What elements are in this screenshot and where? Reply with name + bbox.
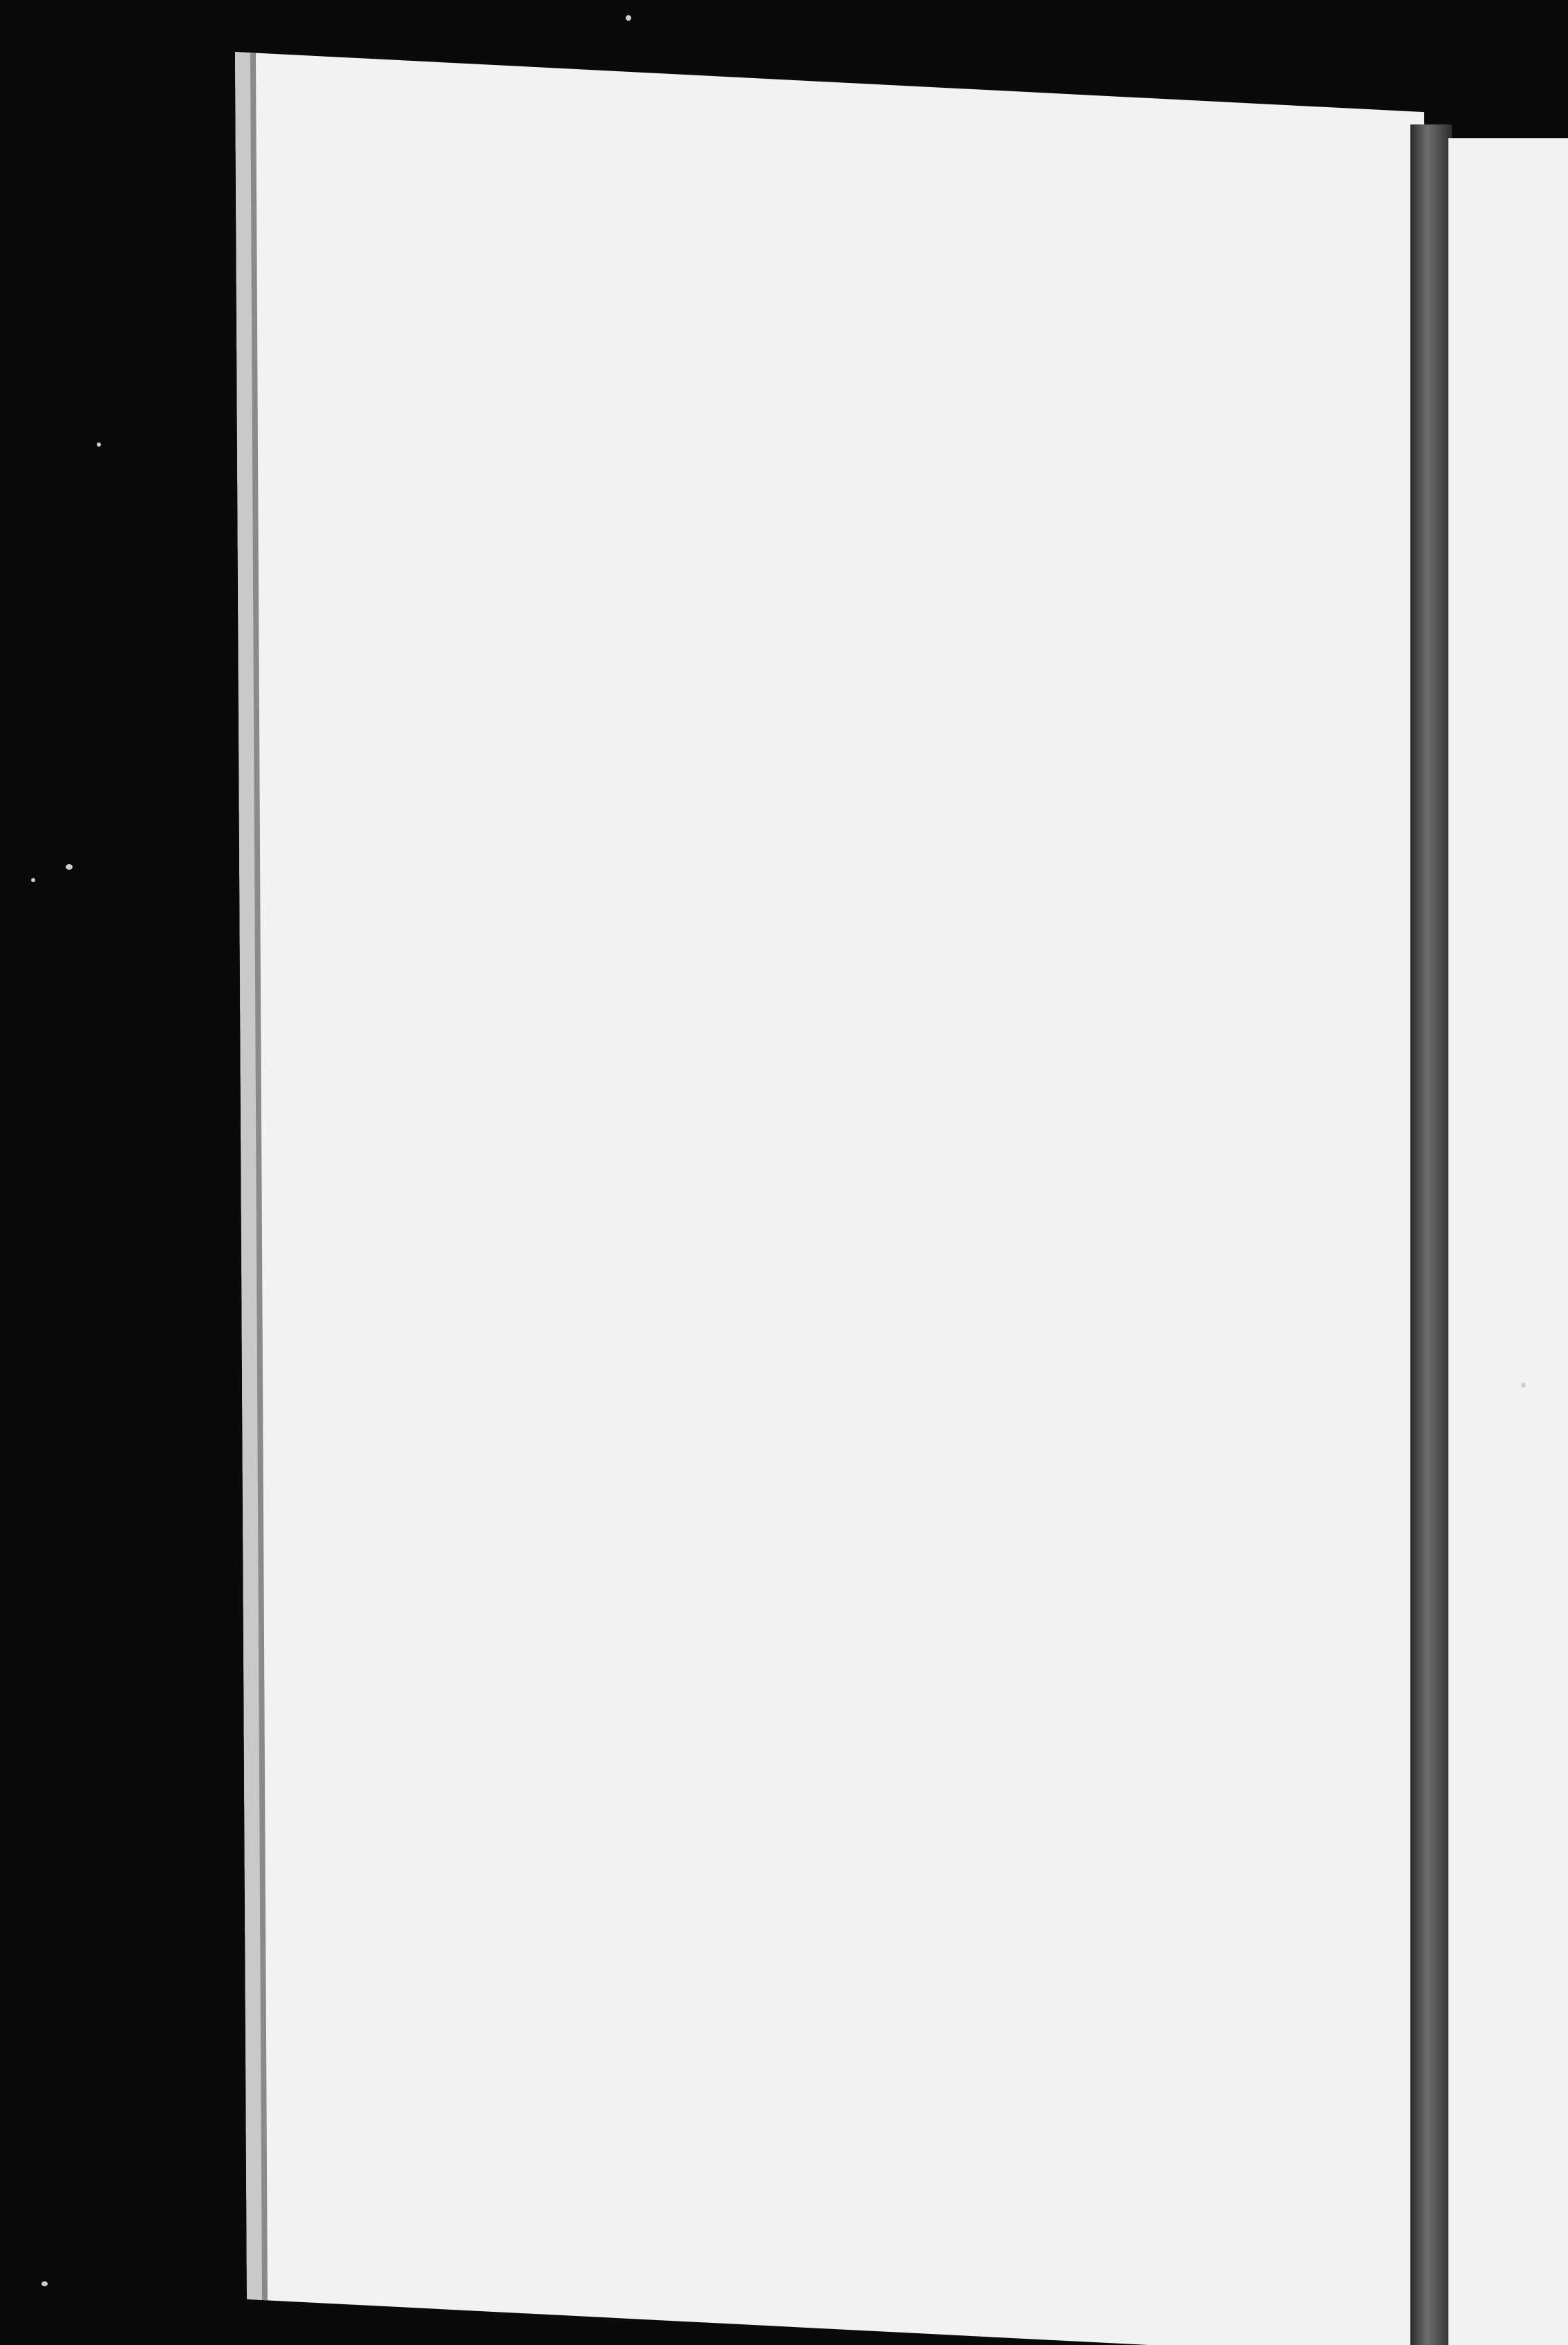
facing-page <box>1448 138 1568 2345</box>
book-gutter <box>1410 124 1452 2345</box>
page-content <box>368 287 1280 333</box>
body-text <box>369 557 1358 606</box>
paragraph <box>369 557 1358 606</box>
left-page <box>235 52 1436 2345</box>
paragraph <box>369 557 1358 606</box>
dust-speck <box>1521 1383 1526 1388</box>
paragraph <box>369 557 1358 606</box>
dust-speck <box>31 878 35 882</box>
dust-speck <box>66 864 73 870</box>
dust-speck <box>41 2281 48 2286</box>
dust-speck <box>97 442 101 447</box>
paragraph <box>369 557 1358 606</box>
dust-speck <box>626 15 631 21</box>
